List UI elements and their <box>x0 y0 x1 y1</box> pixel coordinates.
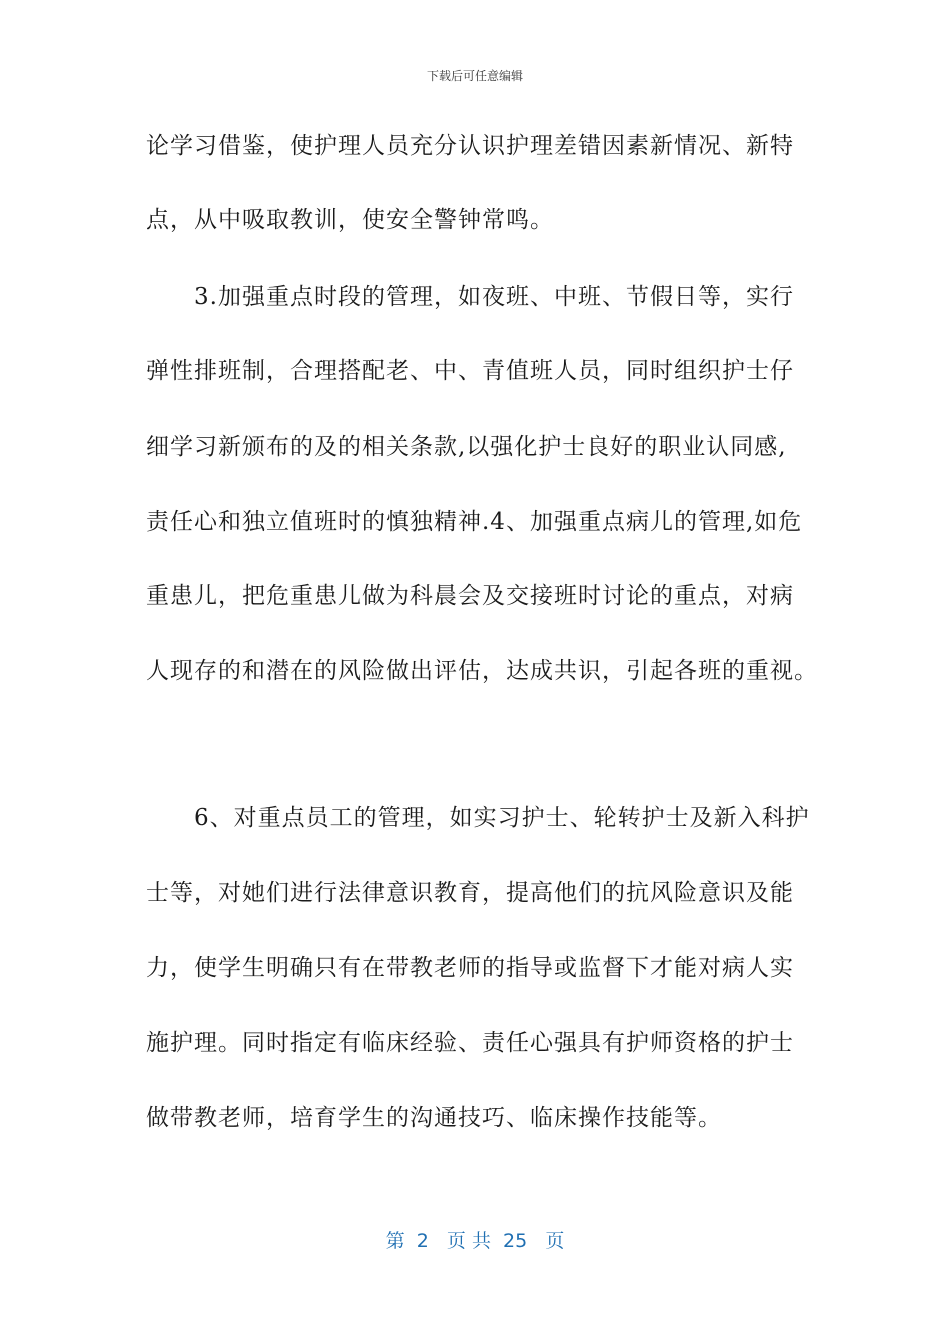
body-line: 责任心和独立值班时的慎独精神.4、加强重点病儿的管理,如危 <box>146 509 803 535</box>
body-line: 点，从中吸取教训，使安全警钟常鸣。 <box>146 207 554 233</box>
body-line: 弹性排班制，合理搭配老、中、青值班人员，同时组织护士仔 <box>146 358 794 384</box>
body-line: 士等，对她们进行法律意识教育，提高他们的抗风险意识及能 <box>146 880 794 906</box>
body-line: 细学习新颁布的及的相关条款,以强化护士良好的职业认同感, <box>146 434 787 460</box>
body-line: 做带教老师，培育学生的沟通技巧、临床操作技能等。 <box>146 1105 722 1131</box>
body-line: 6、对重点员工的管理，如实习护士、轮转护士及新入科护 <box>146 805 810 831</box>
page-number-footer: 第 2 页 共 25 页 <box>385 1230 565 1252</box>
body-line: 力，使学生明确只有在带教老师的指导或监督下才能对病人实 <box>146 955 794 981</box>
body-line: 施护理。同时指定有临床经验、责任心强具有护师资格的护士 <box>146 1030 794 1056</box>
page-header-note: 下载后可任意编辑 <box>426 69 523 83</box>
body-line: 人现存的和潜在的风险做出评估，达成共识，引起各班的重视。 <box>146 658 818 684</box>
body-line: 3.加强重点时段的管理，如夜班、中班、节假日等，实行 <box>146 284 794 310</box>
body-line: 重患儿，把危重患儿做为科晨会及交接班时讨论的重点，对病 <box>146 583 794 609</box>
body-line: 论学习借鉴，使护理人员充分认识护理差错因素新情况、新特 <box>146 133 794 159</box>
